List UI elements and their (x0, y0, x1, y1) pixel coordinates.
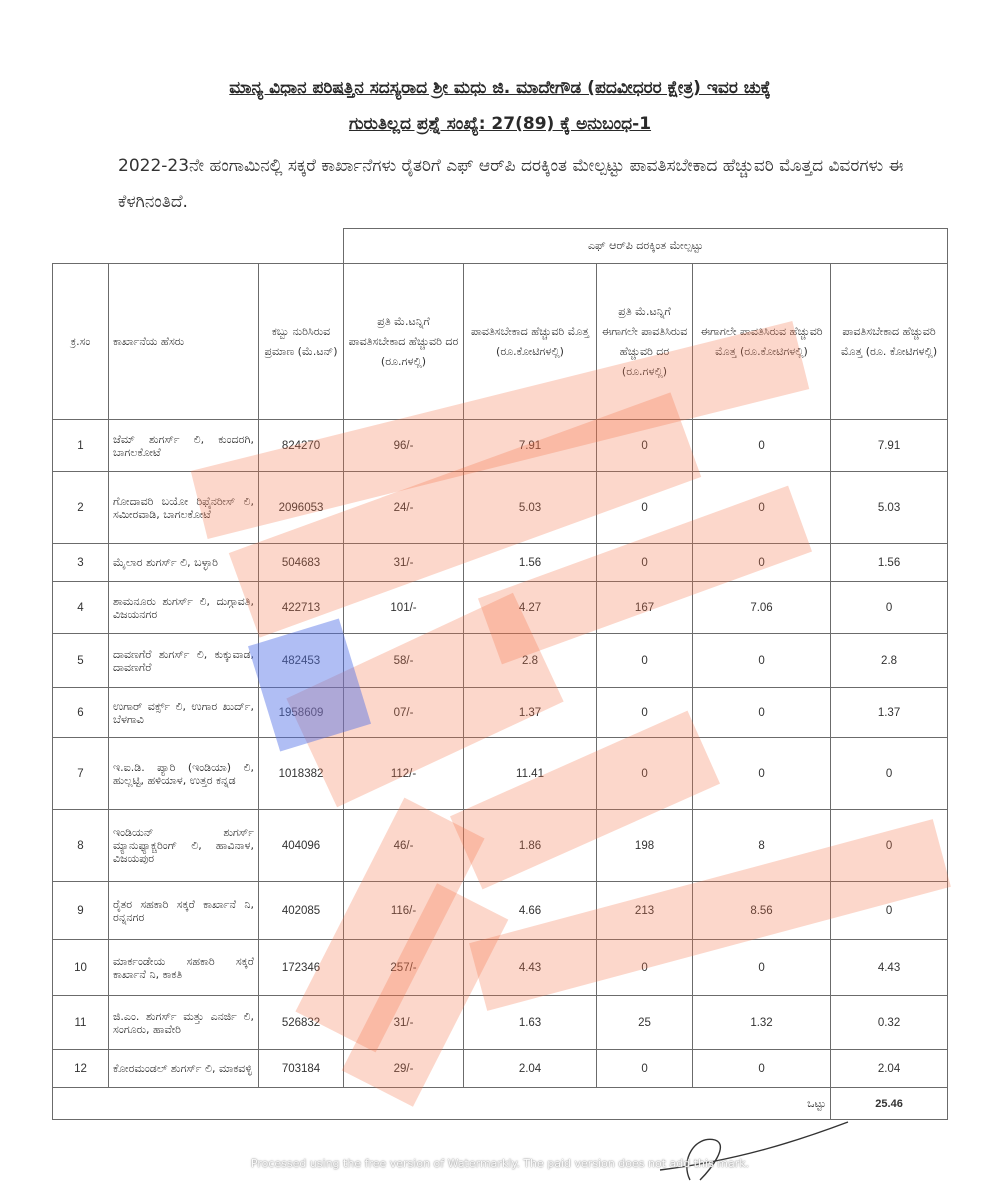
cell-crushed: 1958609 (259, 688, 344, 738)
cell-amount-payable: 1.86 (464, 810, 597, 882)
cell-amount-payable: 7.91 (464, 420, 597, 472)
cell-balance: 0 (831, 738, 948, 810)
cell-sno: 12 (53, 1050, 109, 1088)
cell-crushed: 404096 (259, 810, 344, 882)
cell-factory-name: ಮೈಲಾರ ಶುಗರ್ಸ್ ಲಿ, ಬಳ್ಳಾರಿ (109, 544, 259, 582)
cell-balance: 1.37 (831, 688, 948, 738)
cell-crushed: 422713 (259, 582, 344, 634)
total-label: ಒಟ್ಟು (53, 1088, 831, 1120)
cell-amount-paid: 8 (693, 810, 831, 882)
table-header-row (53, 264, 948, 420)
cell-balance: 0 (831, 582, 948, 634)
table-row (53, 634, 948, 688)
cell-rate-payable: 116/- (344, 882, 464, 940)
cell-sno: 6 (53, 688, 109, 738)
col-header-name: ಕಾರ್ಖಾನೆಯ ಹೆಸರು (109, 264, 259, 420)
cell-amount-paid: 1.32 (693, 996, 831, 1050)
cell-balance: 0 (831, 882, 948, 940)
cell-rate-payable: 112/- (344, 738, 464, 810)
table-row (53, 810, 948, 882)
cell-balance: 4.43 (831, 940, 948, 996)
cell-rate-payable: 31/- (344, 996, 464, 1050)
cell-rate-paid: 25 (597, 996, 693, 1050)
table-row (53, 688, 948, 738)
cell-rate-paid: 213 (597, 882, 693, 940)
table-row (53, 472, 948, 544)
cell-factory-name: ಶಾಮನೂರು ಶುಗರ್ಸ್ ಲಿ, ದುಗ್ಗಾವತಿ, ವಿಜಯನಗರ (109, 582, 259, 634)
col-header-crushed: ಕಬ್ಬು ನುರಿಸಿರುವ ಪ್ರಮಾಣ (ಮೆ.ಟನ್) (259, 264, 344, 420)
cell-balance: 5.03 (831, 472, 948, 544)
cell-amount-paid: 0 (693, 420, 831, 472)
cell-factory-name: ಜೆಮ್ ಶುಗರ್ಸ್ ಲಿ, ಕುಂದರಗಿ, ಬಾಗಲಕೋಟೆ (109, 420, 259, 472)
cell-crushed: 703184 (259, 1050, 344, 1088)
table-row (53, 544, 948, 582)
cell-amount-paid: 0 (693, 1050, 831, 1088)
cell-balance: 0.32 (831, 996, 948, 1050)
cell-sno: 2 (53, 472, 109, 544)
table-row (53, 738, 948, 810)
col-header-balance: ಪಾವತಿಸಬೇಕಾದ ಹೆಚ್ಚುವರಿ ಮೊತ್ತ (ರೂ. ಕೋಟಿಗಳಲ್ಲಿ) (831, 264, 948, 420)
cell-crushed: 1018382 (259, 738, 344, 810)
cell-factory-name: ದಾವಣಗೆರೆ ಶುಗರ್ಸ್ ಲಿ, ಕುಕ್ಕುವಾಡ, ದಾವಣಗೆರೆ (109, 634, 259, 688)
cell-rate-paid: 198 (597, 810, 693, 882)
blank-header-cell (53, 229, 344, 264)
cell-rate-payable: 257/- (344, 940, 464, 996)
cell-sno: 9 (53, 882, 109, 940)
cell-factory-name: ಇ.ಐ.ಡಿ. ಪ್ಯಾರಿ (ಇಂಡಿಯಾ) ಲಿ, ಹುಲ್ಲಟ್ಟಿ, ಹಳಿಯಾಳ, ಉತ್ತರ ಕನ್ನಡ (109, 738, 259, 810)
cell-sno: 8 (53, 810, 109, 882)
cell-rate-paid: 0 (597, 940, 693, 996)
cell-rate-payable: 31/- (344, 544, 464, 582)
cell-crushed: 824270 (259, 420, 344, 472)
cell-amount-payable: 2.8 (464, 634, 597, 688)
cell-sno: 10 (53, 940, 109, 996)
cell-sno: 7 (53, 738, 109, 810)
table-row (53, 582, 948, 634)
cell-amount-paid: 7.06 (693, 582, 831, 634)
cell-rate-paid: 0 (597, 688, 693, 738)
cell-crushed: 2096053 (259, 472, 344, 544)
cell-amount-payable: 4.43 (464, 940, 597, 996)
total-value: 25.46 (831, 1088, 948, 1120)
cell-factory-name: ಕೋರಮಂಡಲ್ ಶುಗರ್ಸ್ ಲಿ, ಮಾಕವಳ್ಳಿ (109, 1050, 259, 1088)
cell-amount-payable: 1.63 (464, 996, 597, 1050)
cell-amount-paid: 0 (693, 738, 831, 810)
signature-mark (620, 1100, 860, 1186)
col-header-amount-paid: ಈಗಾಗಲೇ ಪಾವತಿಸಿರುವ ಹೆಚ್ಚುವರಿ ಮೊತ್ತ (ರೂ.ಕೋಟಿಗಳಲ್ಲಿ) (693, 264, 831, 420)
cell-rate-paid: 167 (597, 582, 693, 634)
watermark-text: Processed using the free version of Watermarkly. The paid version does not add this mark. (250, 1157, 750, 1170)
table-group-header-row (53, 229, 948, 264)
cell-amount-paid: 0 (693, 940, 831, 996)
table-row (53, 882, 948, 940)
cell-rate-payable: 24/- (344, 472, 464, 544)
cell-crushed: 402085 (259, 882, 344, 940)
cell-amount-paid: 0 (693, 472, 831, 544)
cell-rate-paid: 0 (597, 472, 693, 544)
col-header-sno: ಕ್ರ.ಸಂ (53, 264, 109, 420)
cell-factory-name: ಮಾರ್ಕಂಡೇಯ ಸಹಕಾರಿ ಸಕ್ಕರೆ ಕಾರ್ಖಾನೆ ನಿ, ಕಾಕತಿ (109, 940, 259, 996)
cell-rate-paid: 0 (597, 544, 693, 582)
cell-factory-name: ಉಗಾರ್ ವರ್ಕ್ಸ್ ಲಿ, ಉಗಾರ ಖುರ್ದ್, ಬೆಳಗಾವಿ (109, 688, 259, 738)
cell-factory-name: ರೈತರ ಸಹಕಾರಿ ಸಕ್ಕರೆ ಕಾರ್ಖಾನೆ ನಿ, ರನ್ನನಗರ (109, 882, 259, 940)
cell-balance: 2.8 (831, 634, 948, 688)
cell-rate-payable: 96/- (344, 420, 464, 472)
cell-balance: 0 (831, 810, 948, 882)
cell-balance: 7.91 (831, 420, 948, 472)
table-row (53, 940, 948, 996)
cell-amount-payable: 11.41 (464, 738, 597, 810)
sugar-factory-frp-table (52, 228, 948, 1120)
table-row (53, 996, 948, 1050)
cell-amount-payable: 5.03 (464, 472, 597, 544)
cell-amount-payable: 1.56 (464, 544, 597, 582)
cell-amount-payable: 2.04 (464, 1050, 597, 1088)
col-header-rate-paid: ಪ್ರತಿ ಮೆ.ಟನ್ನಿಗೆ ಈಗಾಗಲೇ ಪಾವತಿಸಿರುವ ಹೆಚ್ಚುವರಿ ದರ (ರೂ.ಗಳಲ್ಲಿ) (597, 264, 693, 420)
table-row (53, 420, 948, 472)
cell-amount-paid: 0 (693, 544, 831, 582)
cell-rate-payable: 07/- (344, 688, 464, 738)
cell-amount-paid: 0 (693, 688, 831, 738)
cell-amount-paid: 0 (693, 634, 831, 688)
cell-rate-paid: 0 (597, 738, 693, 810)
cell-rate-paid: 0 (597, 420, 693, 472)
cell-rate-paid: 0 (597, 634, 693, 688)
cell-amount-payable: 4.27 (464, 582, 597, 634)
cell-amount-payable: 1.37 (464, 688, 597, 738)
cell-balance: 1.56 (831, 544, 948, 582)
cell-balance: 2.04 (831, 1050, 948, 1088)
cell-factory-name: ಜಿ.ಎಂ. ಶುಗರ್ಸ್ ಮತ್ತು ಎನರ್ಜಿ ಲಿ, ಸಂಗೂರು, ಹಾವೇರಿ (109, 996, 259, 1050)
table-row (53, 1050, 948, 1088)
cell-crushed: 482453 (259, 634, 344, 688)
cell-amount-payable: 4.66 (464, 882, 597, 940)
cell-sno: 5 (53, 634, 109, 688)
cell-crushed: 526832 (259, 996, 344, 1050)
cell-sno: 4 (53, 582, 109, 634)
cell-amount-paid: 8.56 (693, 882, 831, 940)
col-header-amount-payable: ಪಾವತಿಸಬೇಕಾದ ಹೆಚ್ಚುವರಿ ಮೊತ್ತ (ರೂ.ಕೋಟಿಗಳಲ್ಲಿ) (464, 264, 597, 420)
cell-crushed: 172346 (259, 940, 344, 996)
intro-paragraph: 2022-23ನೇ ಹಂಗಾಮಿನಲ್ಲಿ ಸಕ್ಕರೆ ಕಾರ್ಖಾನೆಗಳು ರೈತರಿಗೆ ಎಫ್ ಆರ್‌ಪಿ ದರಕ್ಕಿಂತ ಮೇಲ್ಪಟ್ಟು ಪಾವತಿಸಬೇಕಾದ ಹೆಚ್ಚುವರಿ ಮೊತ್ತದ ವಿವರಗಳು ಈ ಕೆಳಗಿನಂತಿದೆ. (118, 156, 904, 212)
cell-rate-payable: 46/- (344, 810, 464, 882)
cell-rate-payable: 101/- (344, 582, 464, 634)
cell-sno: 3 (53, 544, 109, 582)
frp-group-header: ಎಫ್ ಆರ್‌ಪಿ ದರಕ್ಕಿಂತ ಮೇಲ್ಪಟ್ಟು (344, 229, 948, 264)
cell-sno: 11 (53, 996, 109, 1050)
cell-factory-name: ಗೋದಾವರಿ ಬಯೋ ರಿಫೈನರೀಸ್ ಲಿ, ಸಮೀರವಾಡಿ, ಬಾಗಲಕೋಟೆ (109, 472, 259, 544)
cell-rate-paid: 0 (597, 1050, 693, 1088)
cell-sno: 1 (53, 420, 109, 472)
cell-rate-payable: 58/- (344, 634, 464, 688)
cell-rate-payable: 29/- (344, 1050, 464, 1088)
cell-crushed: 504683 (259, 544, 344, 582)
col-header-rate-payable: ಪ್ರತಿ ಮೆ.ಟನ್ನಿಗೆ ಪಾವತಿಸಬೇಕಾದ ಹೆಚ್ಚುವರಿ ದರ (ರೂ.ಗಳಲ್ಲಿ) (344, 264, 464, 420)
cell-factory-name: ಇಂಡಿಯನ್ ಶುಗರ್ಸ್ ಮ್ಯಾನುಫ್ಯಾಕ್ಚರಿಂಗ್ ಲಿ, ಹಾವಿನಾಳ, ವಿಜಯಪುರ (109, 810, 259, 882)
document-title-line2: ಗುರುತಿಲ್ಲದ ಪ್ರಶ್ನೆ ಸಂಖ್ಯೆ: 27(89) ಕ್ಕೆ ಅನುಬಂಧ-1 (348, 114, 652, 134)
document-title-line1: ಮಾನ್ಯ ವಿಧಾನ ಪರಿಷತ್ತಿನ ಸದಸ್ಯರಾದ ಶ್ರೀ ಮಧು ಜಿ. ಮಾದೇಗೌಡ (ಪದವೀಧರರ ಕ್ಷೇತ್ರ) ಇವರ ಚುಕ್ಕೆ (229, 78, 771, 98)
